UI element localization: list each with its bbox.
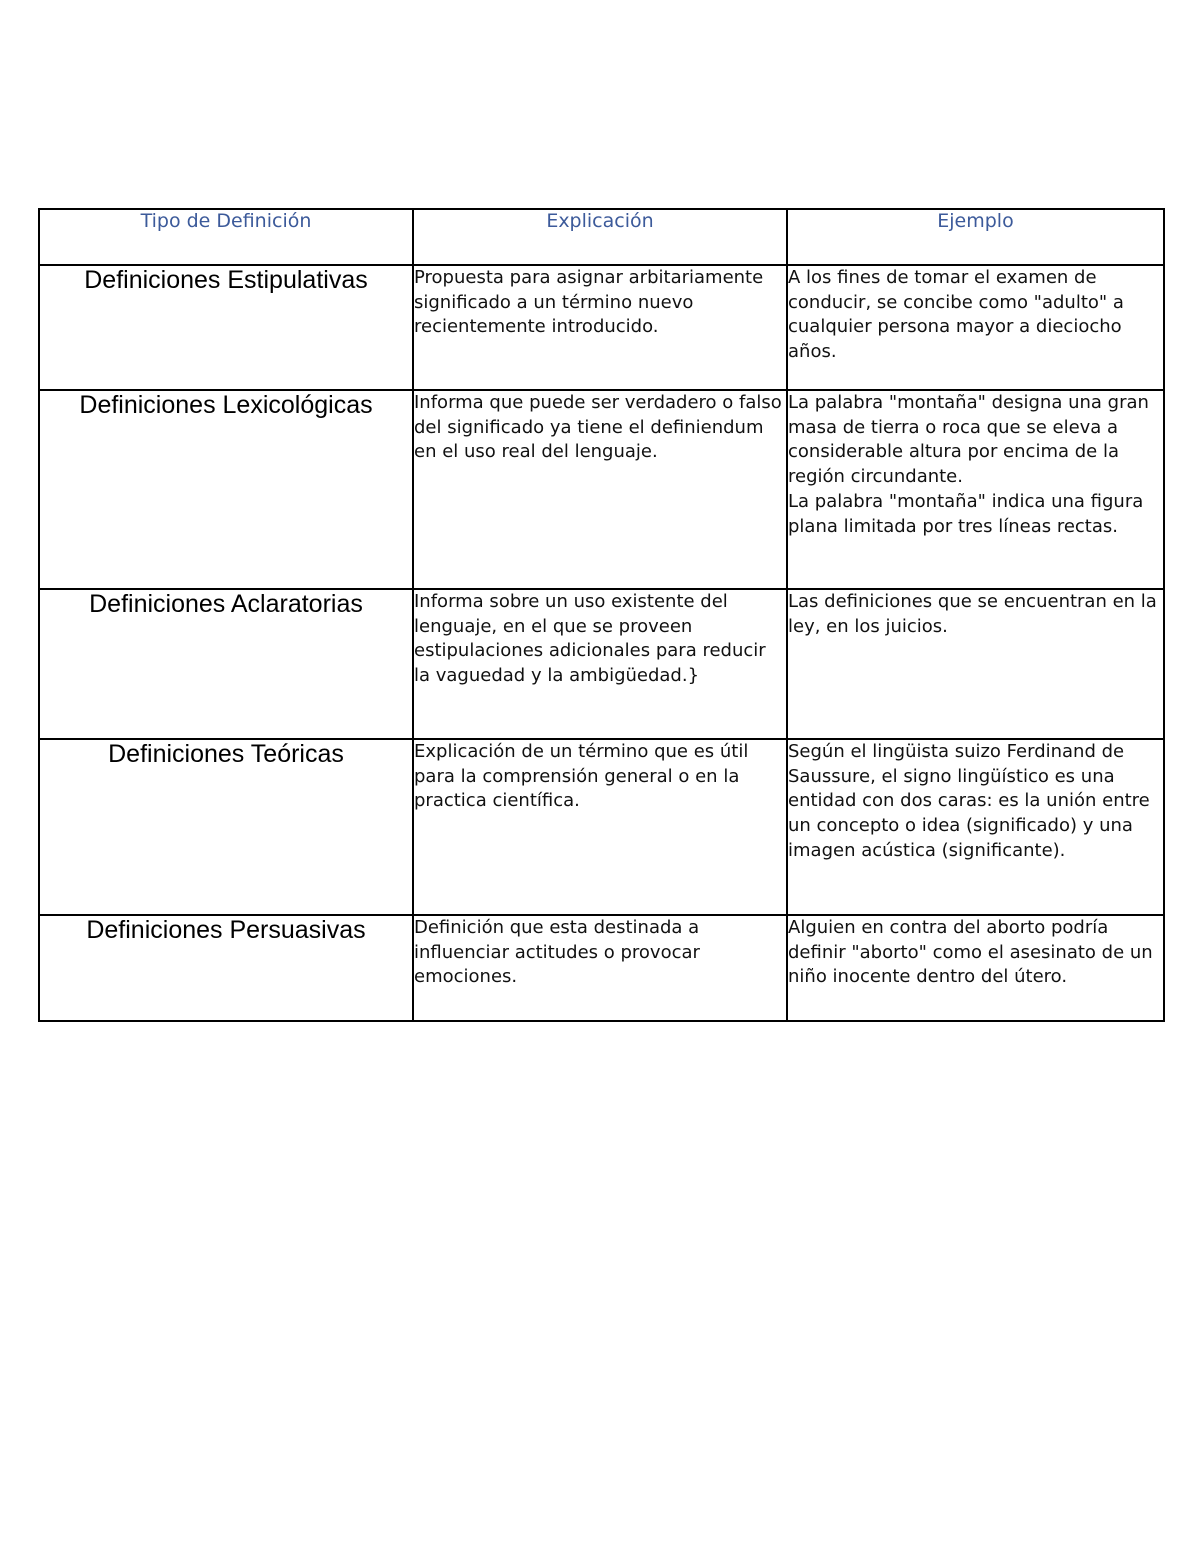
definition-type: Definiciones Aclaratorias (39, 589, 413, 739)
header-example: Ejemplo (787, 209, 1164, 265)
definition-explanation: Explicación de un término que es útil para la comprensión general o en la practica científica. (413, 739, 787, 915)
table-header-row (39, 209, 1164, 265)
table-row (39, 265, 1164, 390)
definition-example (787, 915, 1164, 1021)
definitions-table-container (38, 208, 1163, 1022)
table-row (39, 589, 1164, 739)
example-paragraph: A los fines de tomar el examen de conducir, se concibe como "adulto" a cualquier persona mayor a dieciocho años. (788, 267, 1124, 363)
definition-explanation: Propuesta para asignar arbitariamente significado a un término nuevo recientemente introducido. (413, 265, 787, 390)
header-explanation: Explicación (413, 209, 787, 265)
definitions-table (38, 208, 1165, 1022)
definition-explanation: Informa que puede ser verdadero o falso del significado ya tiene el definiendum en el uso real del lenguaje. (413, 390, 787, 589)
example-paragraph: La palabra "montaña" indica una figura plana limitada por tres líneas rectas. (788, 490, 1144, 537)
definition-example (787, 739, 1164, 915)
definition-example (787, 265, 1164, 390)
header-type: Tipo de Definición (39, 209, 413, 265)
definition-explanation: Informa sobre un uso existente del lenguaje, en el que se proveen estipulaciones adicionales para reducir la vaguedad y la ambigüedad.} (413, 589, 787, 739)
definition-example (787, 589, 1164, 739)
table-row (39, 390, 1164, 589)
definition-explanation: Definición que esta destinada a influenciar actitudes o provocar emociones. (413, 915, 787, 1021)
example-paragraph: Alguien en contra del aborto podría definir "aborto" como el asesinato de un niño inocente dentro del útero. (788, 917, 1153, 988)
example-paragraph: Según el lingüista suizo Ferdinand de Saussure, el signo lingüístico es una entidad con dos caras: es la unión entre un concepto o idea (significado) y una imagen acústica (significante). (788, 741, 1150, 861)
definition-type: Definiciones Teóricas (39, 739, 413, 915)
table-row (39, 915, 1164, 1021)
definition-example (787, 390, 1164, 589)
example-paragraph: Las definiciones que se encuentran en la ley, en los juicios. (788, 591, 1157, 637)
definition-type: Definiciones Lexicológicas (39, 390, 413, 589)
table-row (39, 739, 1164, 915)
example-paragraph: La palabra "montaña" designa una gran masa de tierra o roca que se eleva a considerable altura por encima de la región circundante. (788, 392, 1149, 488)
definition-type: Definiciones Persuasivas (39, 915, 413, 1021)
definition-type: Definiciones Estipulativas (39, 265, 413, 390)
